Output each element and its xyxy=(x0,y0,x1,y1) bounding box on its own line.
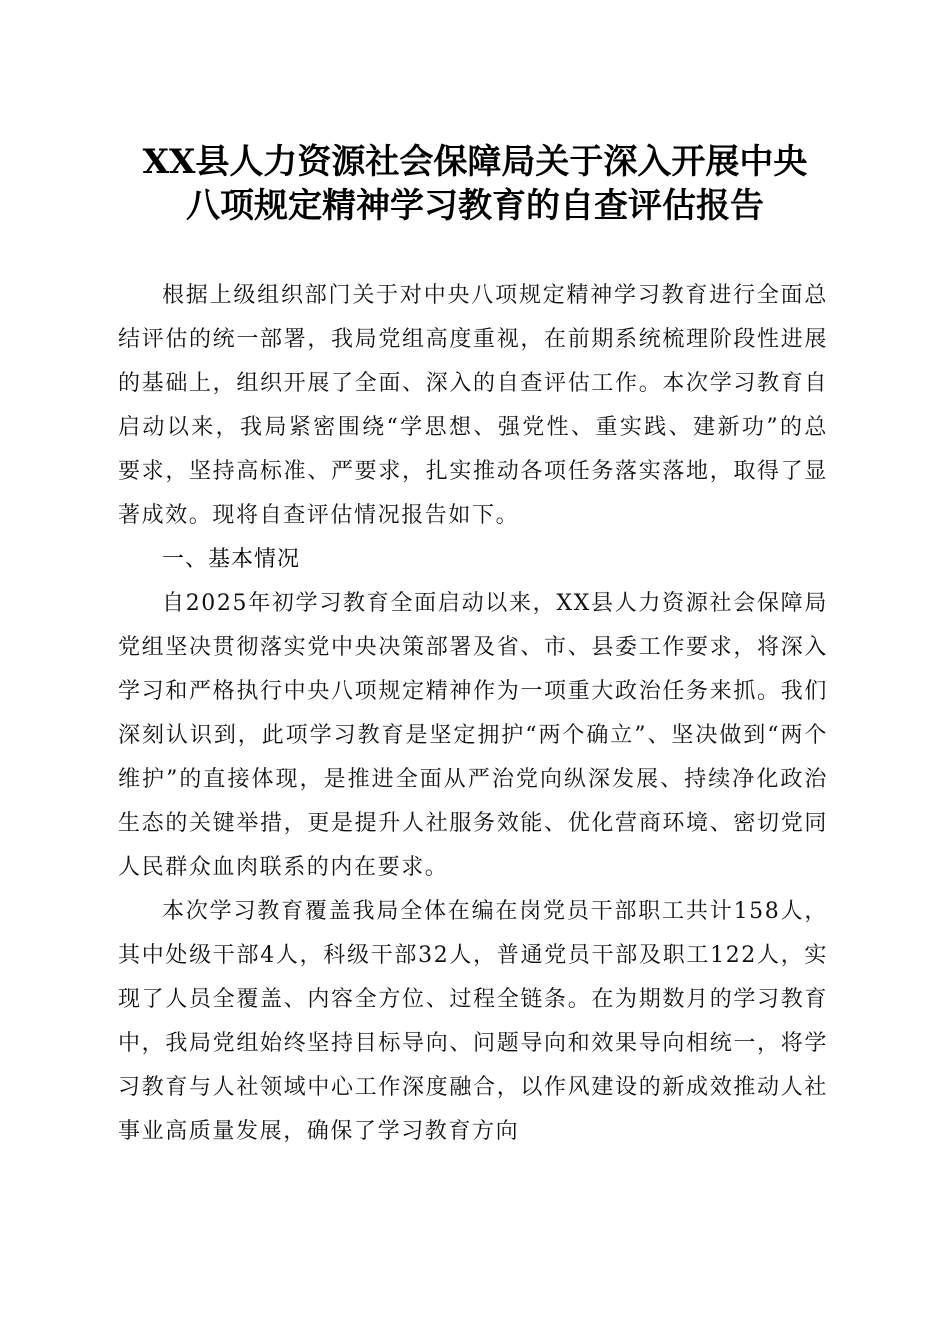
document-body xyxy=(118,274,828,1154)
intro-paragraph: 根据上级组织部门关于对中央八项规定精神学习教育进行全面总结评估的统一部署，我局党组高度重视，在前期系统梳理阶段性进展的基础上，组织开展了全面、深入的自查评估工作。本次学习教育自启动以来，我局紧密围绕“学思想、强党性、重实践、建新功”的总要求，坚持高标准、严要求，扎实推动各项任务落实落地，取得了显著成效。现将自查评估情况报告如下。 xyxy=(118,283,828,528)
section1-paragraph-2: 本次学习教育覆盖我局全体在编在岗党员干部职工共计158人，其中处级干部4人，科级干部32人，普通党员干部及职工122人，实现了人员全覆盖、内容全方位、过程全链条。在为期数月的学习教育中，我局党组始终坚持目标导向、问题导向和效果导向相统一，将学习教育与人社领域中心工作深度融合，以作风建设的新成效推动人社事业高质量发展，确保了学习教育方向 xyxy=(118,899,828,1144)
document-title xyxy=(100,140,850,228)
title-line-1: XX县人力资源社会保障局关于深入开展中央 xyxy=(142,142,808,182)
title-line-2: 八项规定精神学习教育的自查评估报告 xyxy=(186,186,764,226)
section1-paragraph-1: 自2025年初学习教育全面启动以来，XX县人力资源社会保障局党组坚决贯彻落实党中央决策部署及省、市、县委工作要求，将深入学习和严格执行中央八项规定精神作为一项重大政治任务来抓。我们深刻认识到，此项学习教育是坚定拥护“两个确立”、坚决做到“两个维护”的直接体现，是推进全面从严治党向纵深发展、持续净化政治生态的关键举措，更是提升人社服务效能、优化营商环境、密切党同人民群众血肉联系的内在要求。 xyxy=(118,591,828,880)
section-heading-basic-situation: 一、基本情况 xyxy=(162,547,301,572)
